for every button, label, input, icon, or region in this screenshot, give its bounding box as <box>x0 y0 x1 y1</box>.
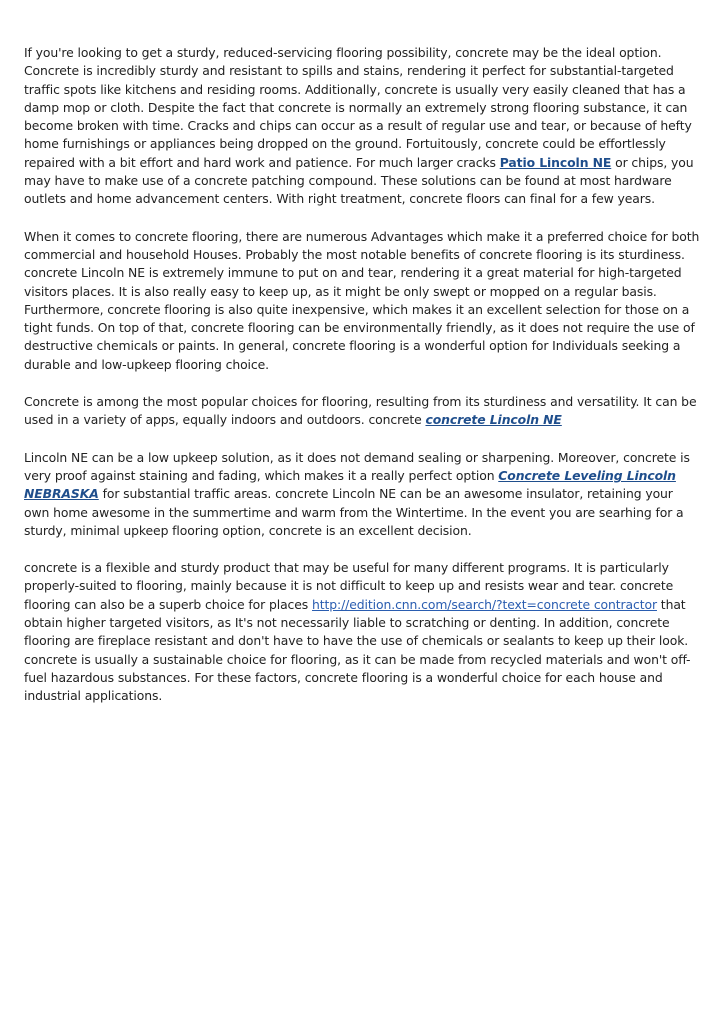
paragraph-text: that obtain higher targeted visitors, as It's not necessarily liable to scratching or denting. In addition, concrete flooring are fireplace resistant and don't have to have the use of chemicals or sealants to keep up their look. concrete is usually a sustainable choice for flooring, as it can be made from recycled materials and won't off-fuel hazardous substances. For these factors, concrete flooring is a wonderful choice for each house and industrial applications. <box>24 596 691 704</box>
link-concrete-leveling[interactable]: Concrete Leveling Lincoln NEBRASKA <box>24 467 676 502</box>
paragraph-text: When it comes to concrete flooring, there are numerous Advantages which make it a preferred choice for both commercial and household Houses. Probably the most notable benefits of concrete flooring is its sturdiness. concrete Lincoln NE is extremely immune to put on and tear, rendering it a great material for high-targeted visitors places. It is also really easy to keep up, as it might be only swept or mopped on a regular basis. Furthermore, concrete flooring is also quite inexpensive, which makes it an excellent selection for those on a tight funds. On top of that, concrete flooring can be environmentally friendly, as it does not require the use of destructive chemicals or paints. In general, concrete flooring is a wonderful option for Individuals seeking a durable and low-upkeep flooring choice. <box>24 228 700 372</box>
paragraph-text: for substantial traffic areas. concrete Lincoln NE can be an awesome insulator, retaining your own home awesome in the summertime and warm from the Wintertime. In the event you are searhing for a sturdy, minimal upkeep flooring option, concrete is an excellent decision. <box>24 486 684 538</box>
link-patio-lincoln[interactable]: Patio Lincoln NE <box>499 154 612 170</box>
paragraph-4 <box>24 449 700 540</box>
paragraph-text: or chips, you may have to make use of a concrete patching compound. These solutions can be found at most hardware outlets and home advancement centers. With right treatment, concrete floors can final for a few years. <box>24 154 694 207</box>
paragraph-2 <box>24 228 700 374</box>
document-body <box>24 44 700 725</box>
paragraph-3 <box>24 393 700 430</box>
paragraph-text: Concrete is among the most popular choices for flooring, resulting from its sturdiness and versatility. It can be used in a variety of apps, equally indoors and outdoors. concrete <box>24 394 697 428</box>
paragraph-text: Lincoln NE can be a low upkeep solution, as it does not demand sealing or sharpening. Moreover, concrete is very proof against staining and fading, which makes it a really perfect option <box>24 449 690 483</box>
paragraph-5 <box>24 559 700 705</box>
link-cnn-search[interactable]: http://edition.cnn.com/search/?text=concrete contractor <box>312 596 657 612</box>
paragraph-1 <box>24 44 700 209</box>
link-concrete-lincoln[interactable]: concrete Lincoln NE <box>425 412 562 428</box>
paragraph-text: concrete is a flexible and sturdy product that may be useful for many different programs. It is particularly properly-suited to flooring, mainly because it is not difficult to keep up and resists wear and tear. concrete flooring can also be a superb choice for places <box>24 560 674 612</box>
paragraph-text: If you're looking to get a sturdy, reduced-servicing flooring possibility, concrete may be the ideal option. Concrete is incredibly sturdy and resistant to spills and stains, rendering it perfect for substantial-targeted traffic spots like kitchens and residing rooms. Additionally, concrete is usually very easily cleaned that has a damp mop or cloth. Despite the fact that concrete is normally an extremely strong flooring substance, it can become broken with time. Cracks and chips can occur as a result of regular use and tear, or because of hefty home furnishings or appliances being dropped on the ground. Fortuitously, concrete could be effortlessly repaired with a bit effort and hard work and patience. For much larger cracks <box>24 45 692 170</box>
